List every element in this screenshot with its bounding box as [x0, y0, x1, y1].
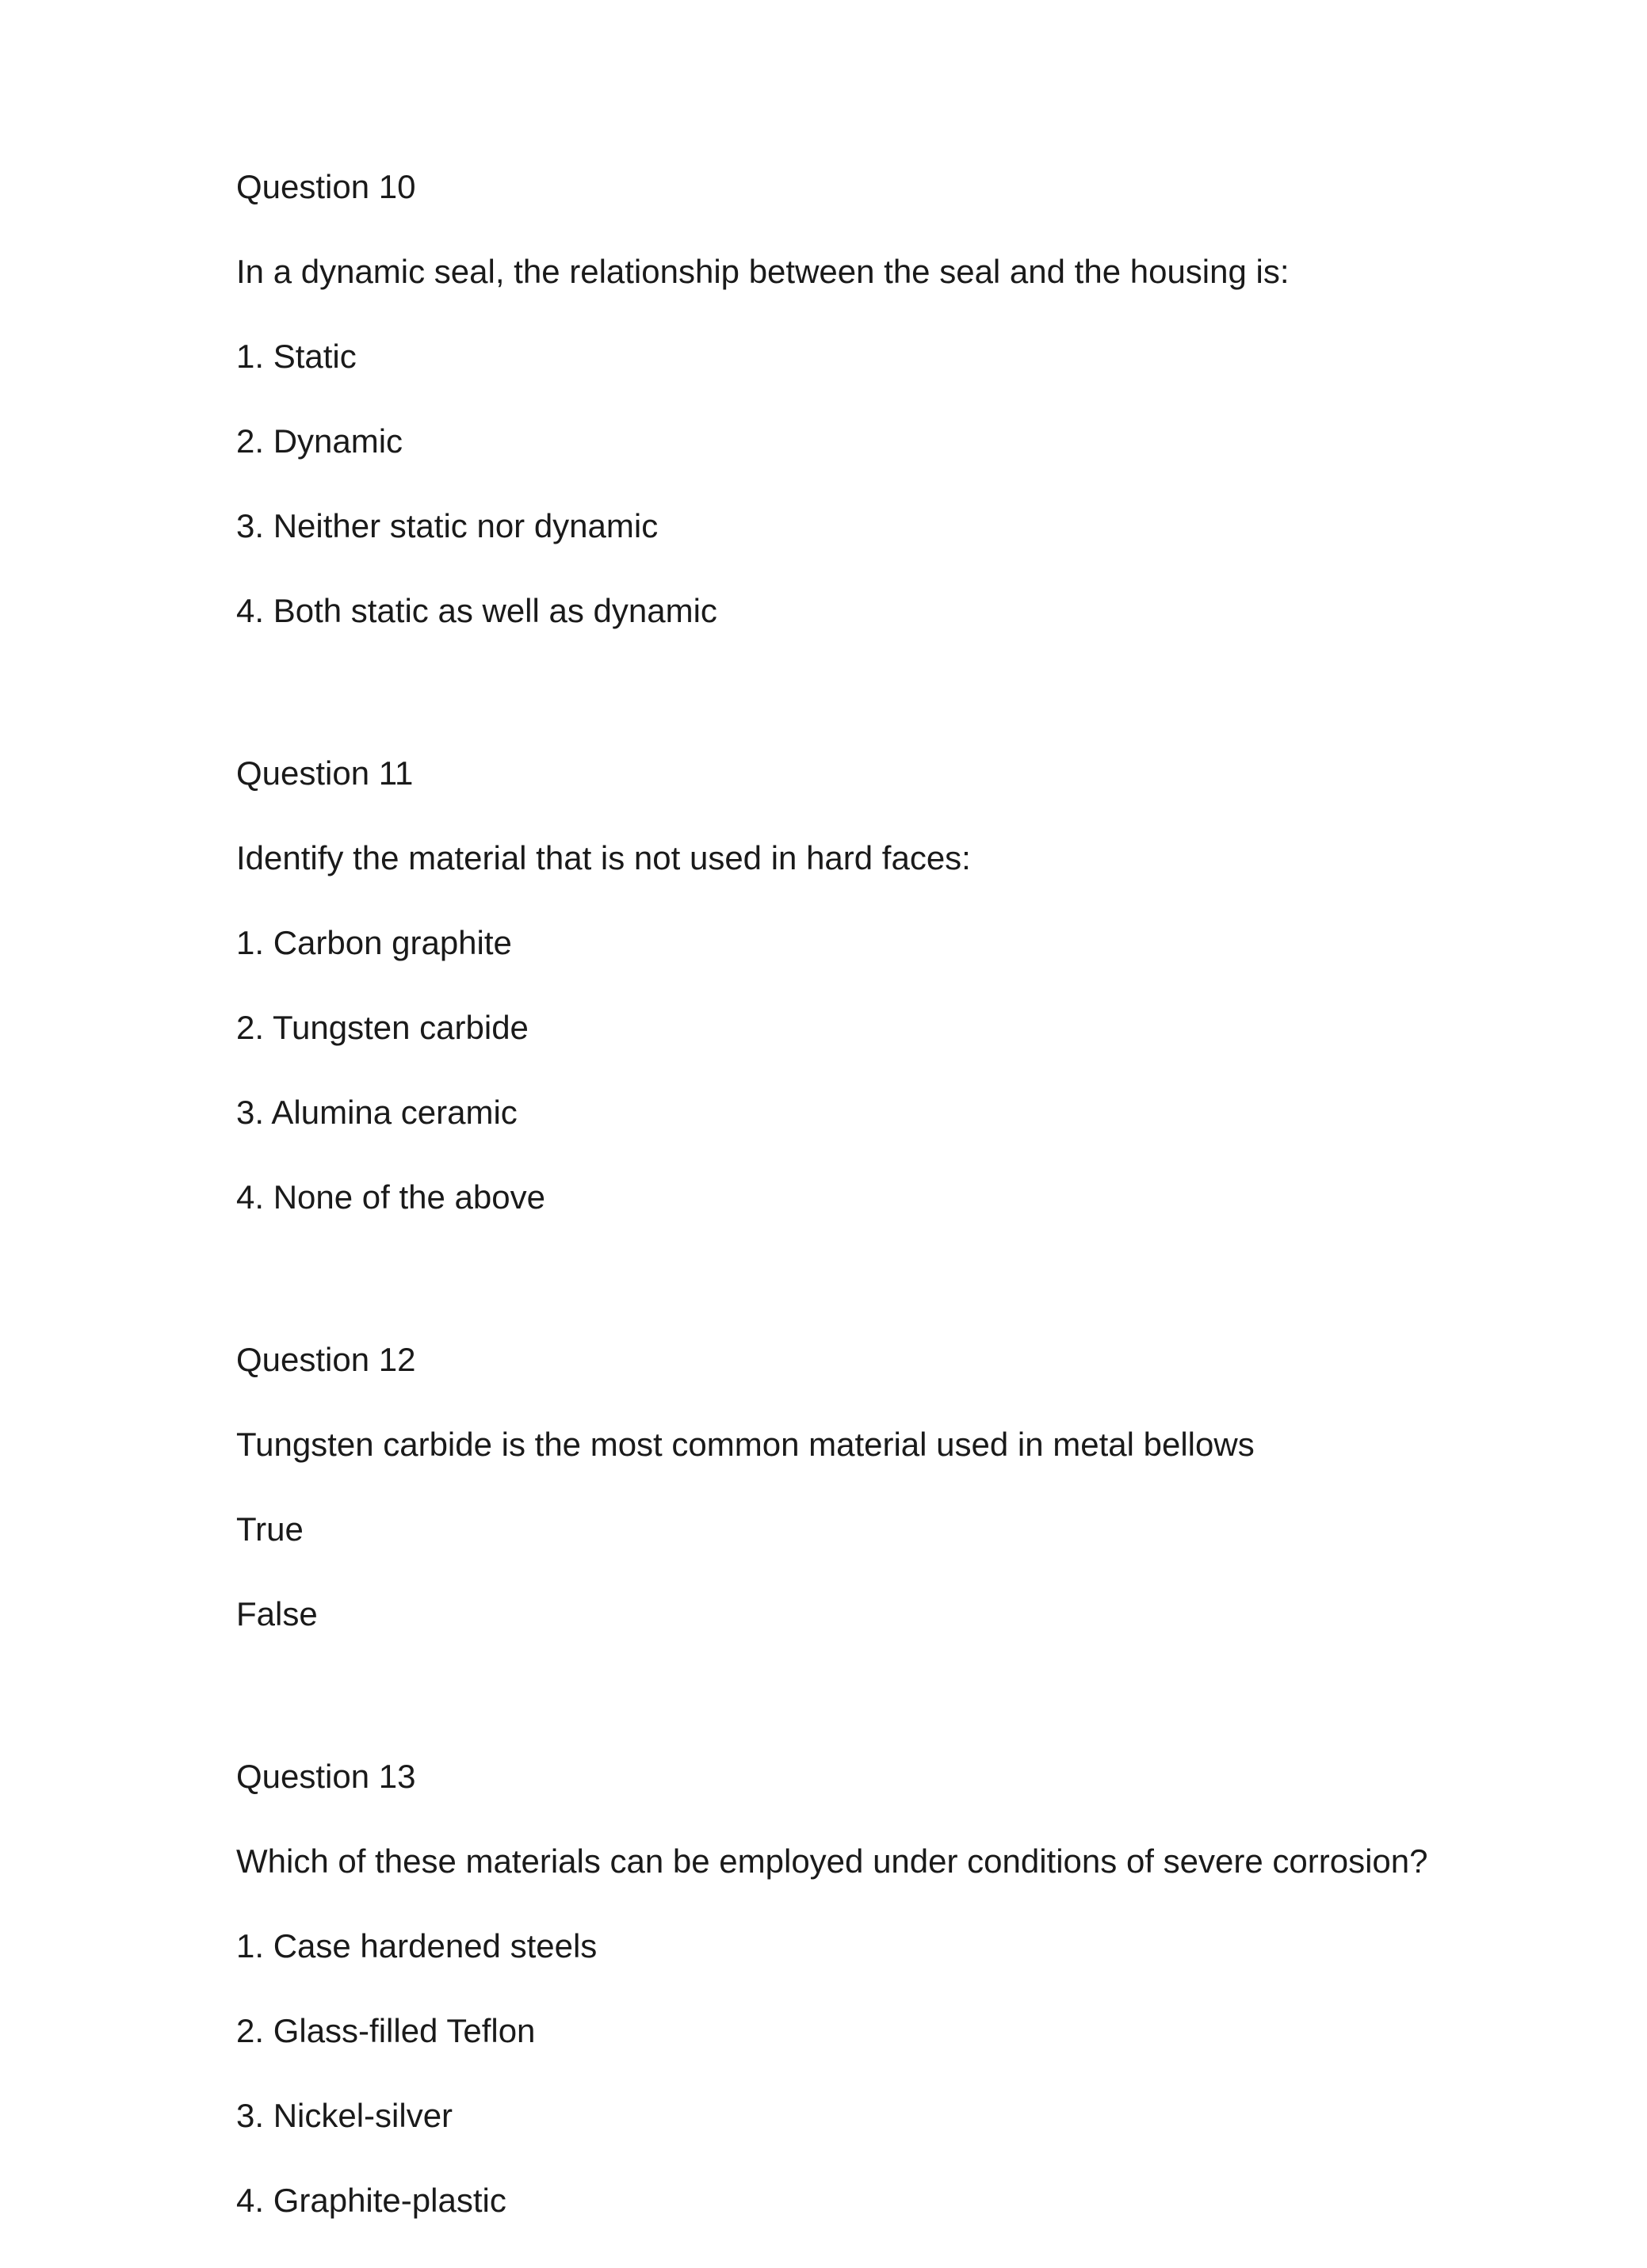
- question-prompt: Which of these materials can be employed under conditions of severe corrosion?: [236, 1842, 1428, 1880]
- question-label: Question 12: [236, 1341, 416, 1378]
- answer-option: 2. Tungsten carbide: [236, 1009, 529, 1046]
- question-label: Question 11: [236, 754, 414, 792]
- answer-option: 1. Case hardened steels: [236, 1927, 598, 1964]
- answer-option: 1. Carbon graphite: [236, 924, 512, 961]
- question-prompt: In a dynamic seal, the relationship between the seal and the housing is:: [236, 253, 1290, 290]
- question-label: Question 13: [236, 1758, 416, 1795]
- answer-option: 4. None of the above: [236, 1178, 545, 1216]
- answer-option: 3. Alumina ceramic: [236, 1094, 518, 1131]
- answer-option: 2. Dynamic: [236, 422, 403, 460]
- answer-option: 4. Graphite-plastic: [236, 2182, 506, 2219]
- question-label: Question 10: [236, 168, 416, 205]
- question-prompt: Tungsten carbide is the most common material used in metal bellows: [236, 1426, 1255, 1463]
- question-block-10: [236, 170, 1552, 678]
- answer-option: 1. Static: [236, 338, 357, 375]
- answer-option-true: True: [236, 1510, 304, 1548]
- answer-option: 2. Glass-filled Teflon: [236, 2012, 536, 2049]
- answer-option: 3. Nickel-silver: [236, 2097, 453, 2134]
- question-block-12: [236, 1342, 1552, 1682]
- answer-option: 4. Both static as well as dynamic: [236, 592, 717, 629]
- question-prompt: Identify the material that is not used in hard faces:: [236, 839, 971, 876]
- question-block-13: [236, 1759, 1552, 2268]
- answer-option: 3. Neither static nor dynamic: [236, 507, 659, 544]
- answer-option-false: False: [236, 1595, 318, 1632]
- question-block-11: [236, 756, 1552, 1265]
